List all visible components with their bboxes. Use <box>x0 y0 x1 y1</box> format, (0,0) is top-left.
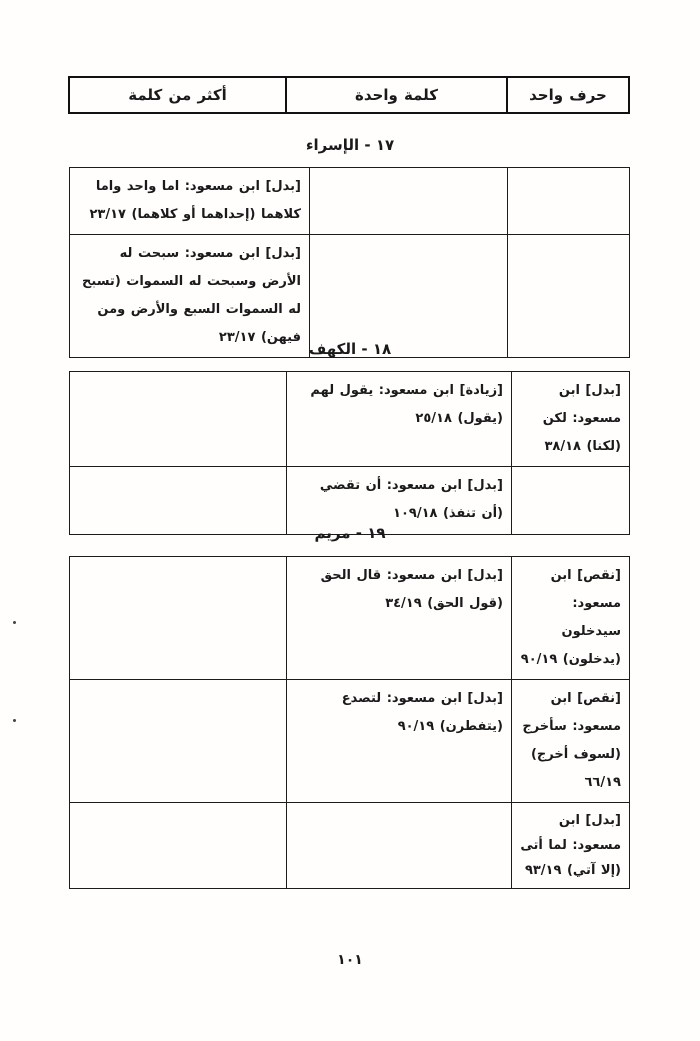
table-cell-more-than-word: [بدل] ابن مسعود: سبحت له الأرض وسبحت له السموات (تسبح له السموات السبع والأرض ومن فيهن) ٢٣/١٧ <box>70 235 310 358</box>
table-cell-more-than-word <box>70 372 287 467</box>
table-row <box>70 168 630 235</box>
section-title-maryam: ١٩ - مريم <box>314 524 386 542</box>
table-cell-one-letter <box>508 168 630 235</box>
table-cell-more-than-word <box>70 680 287 803</box>
table-cell-one-letter: [بدل] ابن مسعود: لكن (لكنا) ٣٨/١٨ <box>512 372 630 467</box>
section-title-al-kahf: ١٨ - الكهف <box>308 340 392 358</box>
table-cell-one-letter: [نقص] ابن مسعود: سأخرج (لسوف أخرج) ٦٦/١٩ <box>512 680 630 803</box>
table-row <box>70 680 630 803</box>
table-cell-one-letter: [بدل] ابن مسعود: لما أتى (إلا آتي) ٩٣/١٩ <box>512 803 630 889</box>
header-cell-one-letter: حرف واحد <box>507 77 629 113</box>
table-cell-one-word: [زيادة] ابن مسعود: يقول لهم (يقول) ٢٥/١٨ <box>287 372 512 467</box>
table-cell-more-than-word: [بدل] ابن مسعود: اما واحد واما كلاهما (إحداهما أو كلاهما) ٢٣/١٧ <box>70 168 310 235</box>
header-row <box>69 77 629 113</box>
table-cell-one-word <box>310 168 508 235</box>
al-isra-table <box>69 167 630 358</box>
table-cell-one-word: [بدل] ابن مسعود: لتصدع (يتفطرن) ٩٠/١٩ <box>287 680 512 803</box>
maryam-table <box>69 556 630 889</box>
page-number: ١٠١ <box>337 952 363 968</box>
al-kahf-table <box>69 371 630 535</box>
column-header-table <box>68 76 630 114</box>
table-cell-one-word: [بدل] ابن مسعود: قال الحق (قول الحق) ٣٤/١٩ <box>287 557 512 680</box>
table-row <box>70 557 630 680</box>
table-cell-one-word: [بدل] ابن مسعود: أن تقضي (أن تنفذ) ١٠٩/١٨ <box>287 467 512 535</box>
section-title-al-isra: ١٧ - الإسراء <box>305 136 395 154</box>
table-row <box>70 803 630 889</box>
header-cell-more-than-word: أكثر من كلمة <box>69 77 286 113</box>
ink-speck <box>13 621 16 624</box>
header-cell-one-word: كلمة واحدة <box>286 77 507 113</box>
table-cell-more-than-word <box>70 803 287 889</box>
table-cell-one-letter: [نقص] ابن مسعود: سيدخلون (يدخلون) ٩٠/١٩ <box>512 557 630 680</box>
ink-speck <box>13 719 16 722</box>
table-cell-one-word <box>287 803 512 889</box>
table-row <box>70 372 630 467</box>
table-cell-more-than-word <box>70 557 287 680</box>
